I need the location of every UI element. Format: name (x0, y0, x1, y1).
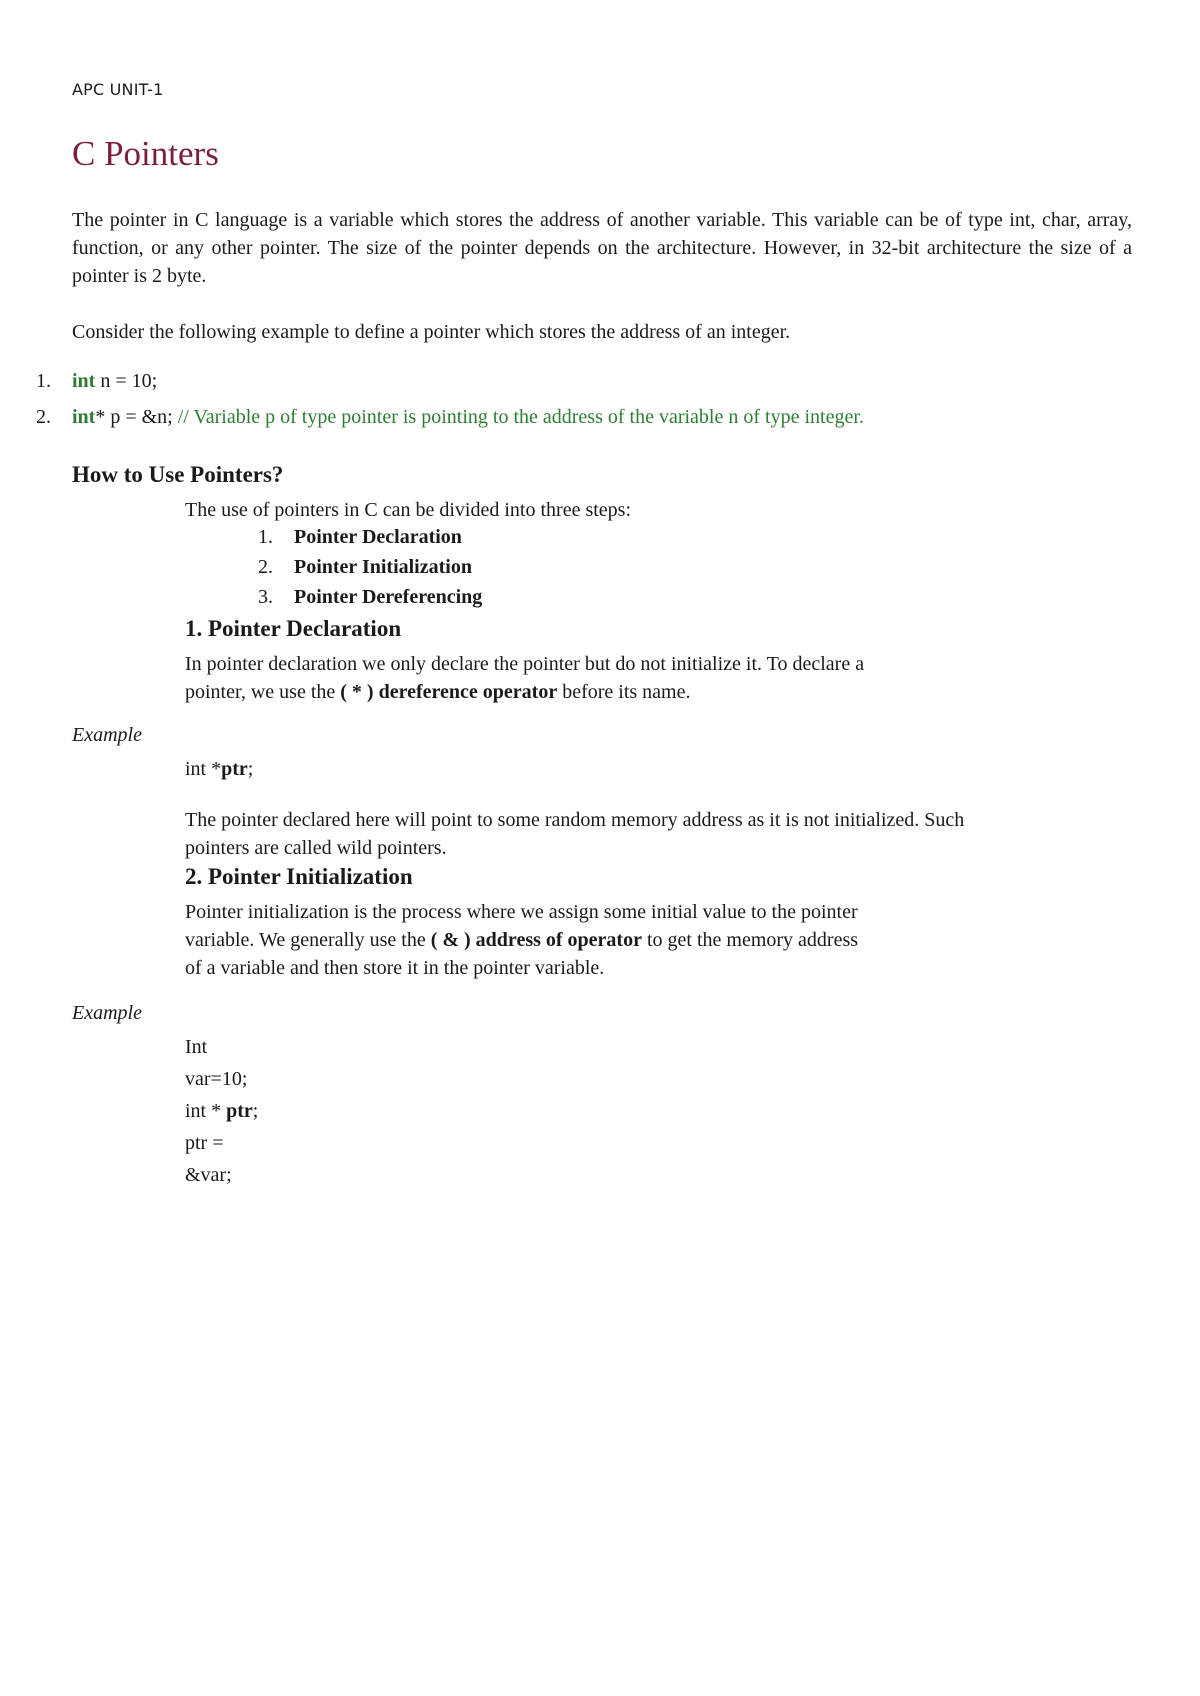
init-code-line: var=10; (185, 1068, 248, 1090)
keyword: int (72, 370, 96, 392)
how-to-heading: How to Use Pointers? (72, 462, 284, 487)
how-to-intro: The use of pointers in C can be divided into three steps: (185, 499, 632, 521)
init-code-line: &var; (185, 1164, 232, 1186)
text-run: to get the memory address (641, 929, 859, 951)
initialization-heading: 2. Pointer Initialization (185, 864, 413, 889)
list-item (258, 556, 472, 579)
keyword: int (72, 406, 96, 428)
initialization-text-line: of a variable and then store it in the pointer variable. (185, 957, 605, 979)
operator-term: ( * ) dereference operator (340, 681, 558, 703)
declaration-code (185, 758, 253, 781)
code-identifier: ptr (221, 758, 248, 780)
code-text: n = 10; (95, 370, 158, 392)
list-item (258, 526, 462, 549)
declaration-text-line (185, 678, 690, 706)
example-label: Example (72, 1002, 142, 1024)
initialization-text-line (185, 926, 858, 954)
code-text: int * (185, 1100, 227, 1122)
text-run: pointer, we use the (185, 681, 341, 703)
list-number: 2. (258, 556, 273, 578)
list-number: 1. (258, 526, 273, 548)
header-label: APC UNIT-1 (72, 80, 164, 99)
list-number: 2. (36, 406, 51, 428)
code-text: * p = &n; (95, 406, 173, 428)
intro-paragraph: The pointer in C language is a variable which stores the address of another variable. This variable can be of type int, char, array, function, or any other pointer. The size of the pointer depends on the architecture. However, in 32-bit architecture the size of a pointer is 2 byte. (72, 209, 1132, 287)
step-label: Pointer Declaration (294, 526, 462, 548)
consider-paragraph: Consider the following example to define a pointer which stores the address of an integer. (72, 321, 791, 343)
step-label: Pointer Initialization (294, 556, 472, 578)
operator-term: ( & ) address of operator (430, 929, 642, 951)
wild-pointer-note: The pointer declared here will point to some random memory address as it is not initialized. Such (185, 809, 965, 831)
wild-pointer-note: pointers are called wild pointers. (185, 837, 447, 859)
code-line (36, 370, 157, 393)
code-text: int * (185, 758, 222, 780)
code-identifier: ptr (226, 1100, 253, 1122)
text-run: before its name. (557, 681, 691, 703)
code-line (36, 406, 864, 429)
declaration-heading: 1. Pointer Declaration (185, 616, 402, 641)
page-title: C Pointers (72, 134, 219, 173)
code-comment: // Variable p of type pointer is pointing to the address of the variable n of type integer. (172, 406, 864, 428)
init-code-line: ptr = (185, 1132, 224, 1154)
initialization-text-line: Pointer initialization is the process where we assign some initial value to the pointer (185, 901, 858, 923)
init-code-line (185, 1100, 258, 1123)
step-label: Pointer Dereferencing (294, 586, 483, 608)
init-code-line: Int (185, 1036, 208, 1058)
list-item (258, 586, 482, 609)
list-number: 1. (36, 370, 51, 392)
example-label: Example (72, 724, 142, 746)
code-text: ; (247, 758, 254, 780)
declaration-text-line: In pointer declaration we only declare the pointer but do not initialize it. To declare a (185, 653, 865, 675)
code-text: ; (252, 1100, 259, 1122)
text-run: variable. We generally use the (185, 929, 431, 951)
list-number: 3. (258, 586, 273, 608)
